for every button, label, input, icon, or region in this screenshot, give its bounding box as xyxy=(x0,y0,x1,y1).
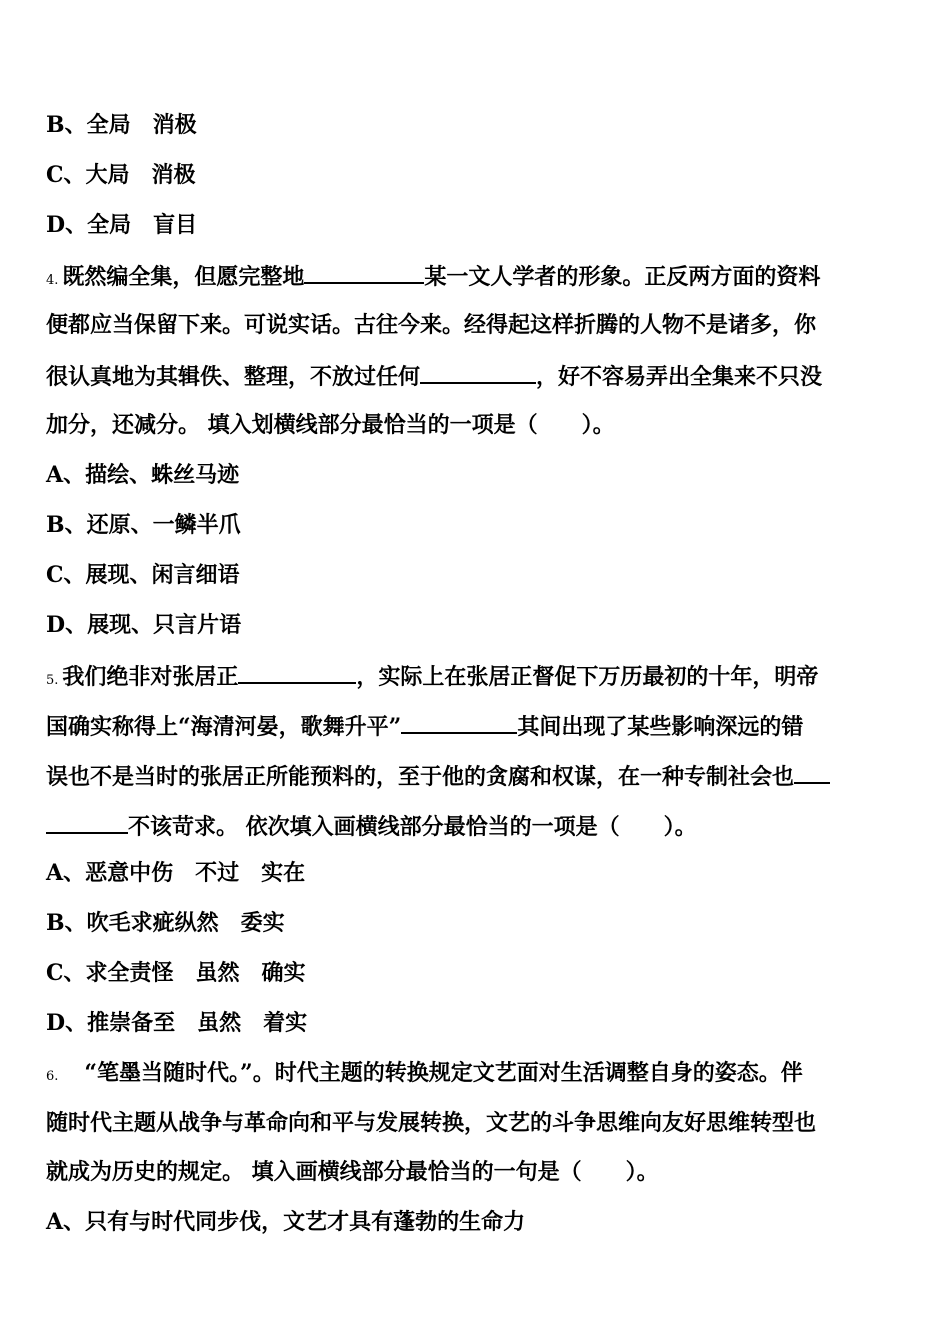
q3-option-d: D、全局 盲目 xyxy=(46,212,198,238)
q4-stem-line-3 xyxy=(46,360,910,392)
q4-text-1b: 某一文人学者的形象。正反两方面的资料 xyxy=(424,264,821,290)
q4-number: 4. xyxy=(46,273,59,288)
q5-option-c: C、求全责怪 虽然 确实 xyxy=(46,960,306,986)
q5-blank-3b xyxy=(46,810,128,834)
q5-stem-line-1 xyxy=(46,660,910,696)
q5-option-b: B、吹毛求疵纵然 委实 xyxy=(46,910,285,936)
q5-blank-2 xyxy=(401,710,517,734)
q5-stem-line-3 xyxy=(46,760,910,792)
q4-blank-2 xyxy=(420,360,536,384)
q4-text-1a: 既然编全集，但愿完整地 xyxy=(62,264,305,290)
q5-text-3: 误也不是当时的张居正所能预料的，至于他的贪腐和权谋，在一种专制社会也 xyxy=(46,764,795,790)
q5-text-2a: 国确实称得上“海清河晏，歌舞升平” xyxy=(46,714,402,740)
q6-text-1: “笔墨当随时代。”。时代主题的转换规定文艺面对生活调整自身的姿态。伴 xyxy=(84,1060,803,1086)
q4-option-c: C、展现、闲言细语 xyxy=(46,562,240,588)
q4-text-3a: 很认真地为其辑佚、整理，不放过任何 xyxy=(46,364,421,390)
q5-stem-line-2 xyxy=(46,710,910,742)
q5-text-2b: 其间出现了某些影响深远的错 xyxy=(517,714,804,740)
q6-stem-line-1 xyxy=(46,1058,910,1092)
q6-stem-line-3: 就成为历史的规定。 填入画横线部分最恰当的一句是（ ）。 xyxy=(46,1159,659,1185)
q4-stem-line-1 xyxy=(46,260,910,296)
q5-text-4: 不该苛求。 依次填入画横线部分最恰当的一项是（ ）。 xyxy=(128,814,697,840)
q4-stem-line-4: 加分，还减分。 填入划横线部分最恰当的一项是（ ）。 xyxy=(46,412,615,438)
q4-option-d: D、展现、只言片语 xyxy=(46,612,242,638)
q5-text-1a: 我们绝非对张居正 xyxy=(62,664,239,690)
q4-text-3b: ，好不容易弄出全集来不只没 xyxy=(536,364,823,390)
q5-number: 5. xyxy=(46,673,59,688)
q5-option-d: D、推崇备至 虽然 着实 xyxy=(46,1010,308,1036)
q3-option-c: C、大局 消极 xyxy=(46,162,196,188)
q4-option-a: A、描绘、蛛丝马迹 xyxy=(46,462,240,488)
q5-text-1b: ，实际上在张居正督促下万历最初的十年，明帝 xyxy=(356,664,819,690)
q5-stem-line-4 xyxy=(46,810,910,842)
q3-option-b: B、全局 消极 xyxy=(46,112,197,138)
q4-stem-line-2: 便都应当保留下来。可说实话。古往今来。经得起这样折腾的人物不是诸多，你 xyxy=(46,312,817,338)
q6-option-a: A、只有与时代同步伐，文艺才具有蓬勃的生命力 xyxy=(46,1209,526,1235)
q4-blank-1 xyxy=(304,260,424,284)
q6-number: 6. xyxy=(46,1069,59,1084)
q4-option-b: B、还原、一鳞半爪 xyxy=(46,512,241,538)
q5-option-a: A、恶意中伤 不过 实在 xyxy=(46,860,306,886)
q5-blank-3a xyxy=(794,760,830,784)
q5-blank-1 xyxy=(238,660,356,684)
q6-stem-line-2: 随时代主题从战争与革命向和平与发展转换，文艺的斗争思维向友好思维转型也 xyxy=(46,1110,817,1136)
